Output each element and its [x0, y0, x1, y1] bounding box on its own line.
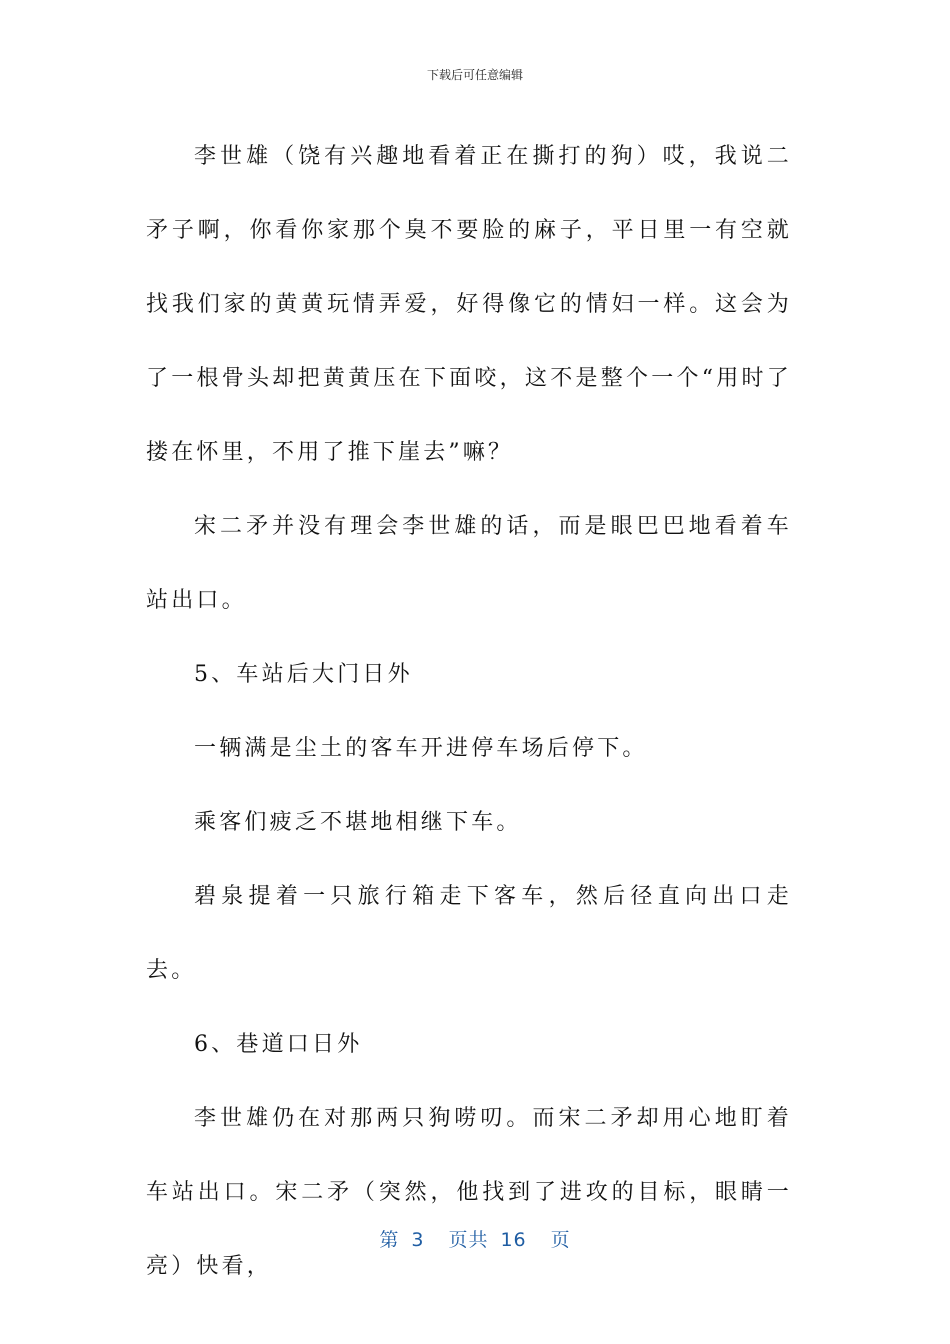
- paragraph-1: 李世雄（饶有兴趣地看着正在撕打的狗）哎，我说二矛子啊，你看你家那个臭不要脸的麻子，平日里一有空就找我们家的黄黄玩情弄爱，好得像它的情妇一样。这会为了一根骨头却把黄黄压在下面咬，这不是整个一个“用时了搂在怀里，不用了推下崖去”嘛？: [146, 144, 792, 465]
- paragraph-3: 一辆满是尘土的客车开进停车场后停下。: [194, 736, 648, 761]
- footer-suffix: 页: [550, 1229, 571, 1251]
- paragraph-2: 宋二矛并没有理会李世雄的话，而是眼巴巴地看着车站出口。: [146, 514, 792, 613]
- footer-middle: 页共: [448, 1229, 489, 1251]
- scene-heading-5: 5、车站后大门日外: [194, 662, 413, 687]
- document-body: [146, 120, 792, 1304]
- footer-prefix: 第: [379, 1229, 400, 1251]
- page-footer: [0, 1225, 950, 1252]
- footer-total-pages: 16: [500, 1229, 527, 1251]
- page-header: 下载后可任意编辑: [426, 68, 523, 82]
- paragraph-5: 碧泉提着一只旅行箱走下客车，然后径直向出口走去。: [146, 884, 792, 983]
- footer-page-number: 3: [411, 1229, 425, 1251]
- paragraph-4: 乘客们疲乏不堪地相继下车。: [194, 810, 522, 835]
- scene-heading-6: 6、巷道口日外: [194, 1032, 363, 1057]
- paragraph-6: 李世雄仍在对那两只狗唠叨。而宋二矛却用心地盯着车站出口。宋二矛（突然，他找到了进攻的目标，眼睛一亮）快看，: [146, 1106, 792, 1279]
